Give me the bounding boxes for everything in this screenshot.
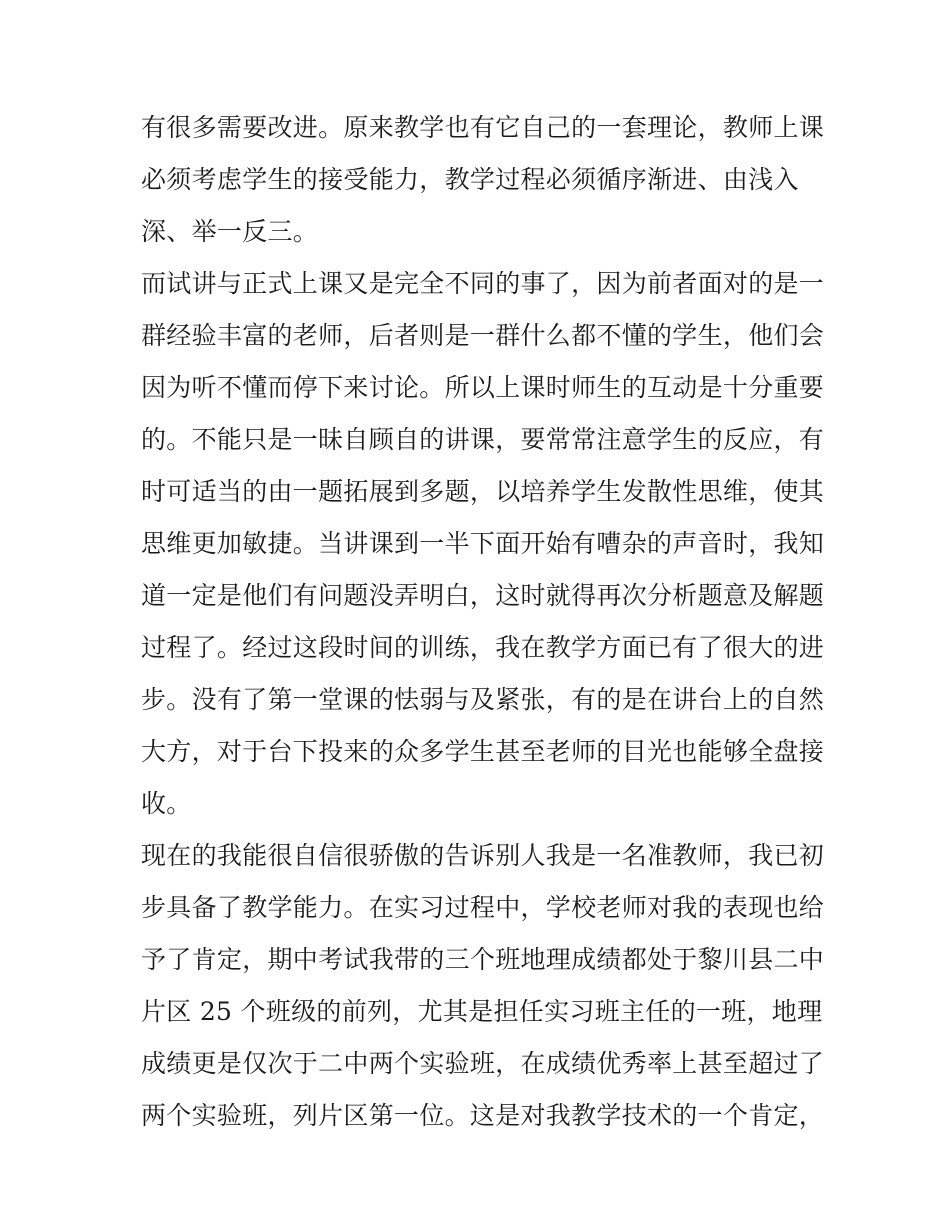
- text-line-17: 予了肯定，期中考试我带的三个班地理成绩都处于黎川县二中: [141, 945, 825, 974]
- text-line-19: 成绩更是仅次于二中两个实验班，在成绩优秀率上甚至超过了: [141, 1049, 825, 1078]
- text-line-2: 必须考虑学生的接受能力，教学过程必须循序渐进、由浅入: [141, 165, 799, 194]
- text-line-12: 步。没有了第一堂课的怯弱与及紧张，有的是在讲台上的自然: [141, 685, 825, 714]
- text-line-10: 道一定是他们有问题没弄明白，这时就得再次分析题意及解题: [141, 581, 825, 610]
- text-line-18: 片区 25 个班级的前列，尤其是担任实习班主任的一班，地理: [141, 997, 823, 1026]
- text-line-4: 而试讲与正式上课又是完全不同的事了，因为前者面对的是一: [141, 269, 825, 298]
- text-line-15: 现在的我能很自信很骄傲的告诉别人我是一名准教师，我已初: [141, 841, 825, 870]
- text-line-3: 深、举一反三。: [141, 217, 319, 246]
- text-line-13: 大方，对于台下投来的众多学生甚至老师的目光也能够全盘接: [141, 737, 825, 766]
- text-line-20: 两个实验班，列片区第一位。这是对我教学技术的一个肯定，: [141, 1101, 825, 1130]
- text-line-6: 因为听不懂而停下来讨论。所以上课时师生的互动是十分重要: [141, 373, 825, 402]
- text-line-8: 时可适当的由一题拓展到多题，以培养学生发散性思维，使其: [141, 477, 825, 506]
- text-line-1: 有很多需要改进。原来教学也有它自己的一套理论，教师上课: [141, 113, 825, 142]
- text-line-5: 群经验丰富的老师，后者则是一群什么都不懂的学生，他们会: [141, 321, 825, 350]
- text-line-9: 思维更加敏捷。当讲课到一半下面开始有嘈杂的声音时，我知: [141, 529, 825, 558]
- text-line-14: 收。: [141, 789, 192, 818]
- text-line-11: 过程了。经过这段时间的训练，我在教学方面已有了很大的进: [141, 633, 825, 662]
- text-line-16: 步具备了教学能力。在实习过程中，学校老师对我的表现也给: [141, 893, 825, 922]
- text-line-7: 的。不能只是一昧自顾自的讲课，要常常注意学生的反应，有: [141, 425, 825, 454]
